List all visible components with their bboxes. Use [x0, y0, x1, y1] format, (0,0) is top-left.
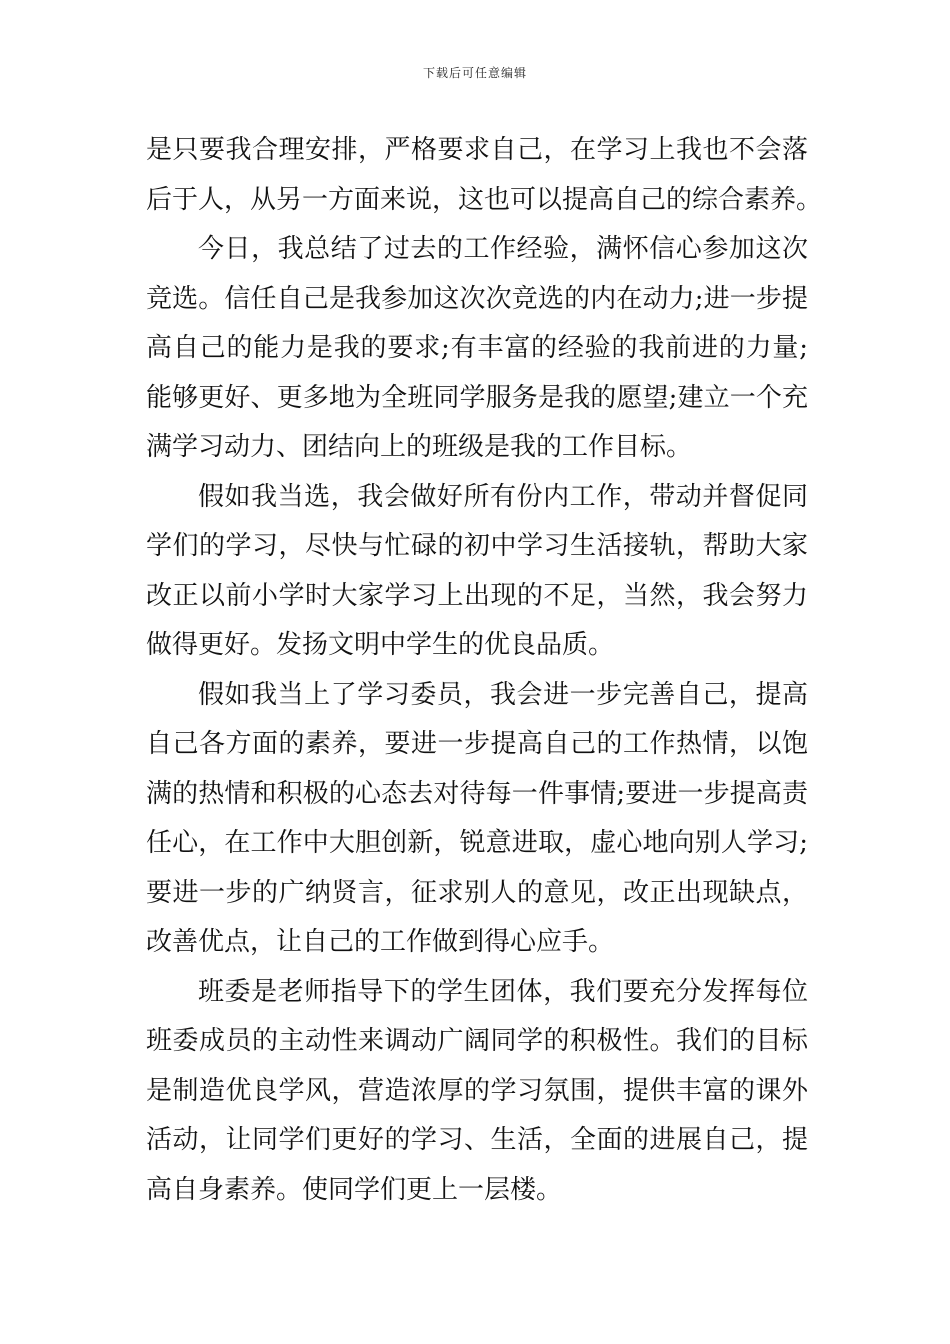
text-line: 班委成员的主动性来调动广阔同学的积极性。我们的目标 [146, 1026, 808, 1056]
text-line: 班委是老师指导下的学生团体，我们要充分发挥每位 [198, 976, 808, 1007]
text-line: 今日，我总结了过去的工作经验，满怀信心参加这次 [198, 234, 808, 264]
page-header: 下载后可任意编辑 [422, 66, 527, 80]
text-line: 能够更好、更多地为全班同学服务是我的愿望;建立一个充 [146, 382, 808, 413]
text-line: 假如我当选，我会做好所有份内工作，带动并督促同 [198, 481, 808, 512]
text-line: 改正以前小学时大家学习上出现的不足，当然，我会努力 [146, 580, 808, 611]
text-line: 假如我当上了学习委员，我会进一步完善自己，提高 [198, 679, 808, 710]
text-line: 做得更好。发扬文明中学生的优良品质。 [146, 630, 615, 660]
text-line: 任心，在工作中大胆创新，锐意进取，虚心地向别人学习; [146, 828, 808, 858]
text-line: 满学习动力、团结向上的班级是我的工作目标。 [146, 432, 693, 462]
text-line: 高自身素养。使同学们更上一层楼。 [146, 1174, 563, 1205]
text-line: 是制造优良学风，营造浓厚的学习氛围，提供丰富的课外 [146, 1075, 808, 1106]
text-line: 学们的学习，尽快与忙碌的初中学习生活接轨，帮助大家 [146, 531, 808, 561]
text-line: 高自己的能力是我的要求;有丰富的经验的我前进的力量; [146, 333, 808, 363]
text-line: 活动，让同学们更好的学习、生活，全面的进展自己，提 [146, 1125, 808, 1155]
text-line: 满的热情和积极的心态去对待每一件事情;要进一步提高责 [146, 778, 808, 809]
text-line: 后于人，从另一方面来说，这也可以提高自己的综合素养。 [146, 184, 823, 215]
text-line: 改善优点，让自己的工作做到得心应手。 [146, 927, 615, 957]
text-line: 竞选。信任自己是我参加这次次竞选的内在动力;进一步提 [146, 283, 808, 314]
body-text [146, 126, 823, 1215]
text-line: 是只要我合理安排，严格要求自己，在学习上我也不会落 [146, 135, 808, 165]
text-line: 自己各方面的素养，要进一步提高自己的工作热情，以饱 [146, 729, 808, 759]
text-line: 要进一步的广纳贤言，征求别人的意见，改正出现缺点， [146, 877, 808, 908]
